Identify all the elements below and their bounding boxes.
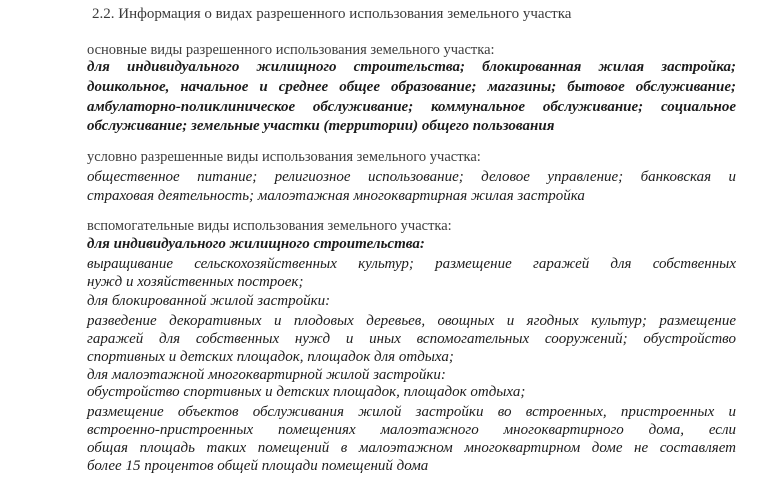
main-uses-line: обслуживание; земельные участки (территории) общего пользования: [87, 118, 555, 134]
auxiliary-uses-line: размещение объектов обслуживания жилой застройки во встроенных, пристроенных и: [87, 404, 736, 420]
auxiliary-subheading: для индивидуального жилищного строительства:: [87, 236, 425, 252]
conditional-uses-line: страховая деятельность; малоэтажная многоквартирная жилая застройка: [87, 188, 585, 204]
auxiliary-uses-line: более 15 процентов общей площади помещений дома: [87, 458, 429, 474]
auxiliary-uses-label: вспомогательные виды использования земельного участка:: [87, 218, 452, 234]
auxiliary-uses-line: обустройство спортивных и детских площадок, площадок отдыха;: [87, 384, 526, 400]
auxiliary-uses-line: разведение декоративных и плодовых деревьев, овощных и ягодных культур; размещение: [87, 313, 736, 329]
conditional-uses-line: общественное питание; религиозное использование; деловое управление; банковская и: [87, 169, 736, 185]
auxiliary-subheading: для малоэтажной многоквартирной жилой застройки:: [87, 367, 446, 383]
main-uses-line: для индивидуального жилищного строительства; блокированная жилая застройка;: [87, 59, 736, 75]
main-uses-line: дошкольное, начальное и среднее общее образование; магазины; бытовое обслуживание;: [87, 79, 736, 95]
auxiliary-uses-line: выращивание сельскохозяйственных культур; размещение гаражей для собственных: [87, 256, 736, 272]
conditional-uses-label: условно разрешенные виды использования земельного участка:: [87, 149, 481, 165]
auxiliary-uses-line: спортивных и детских площадок, площадок для отдыха;: [87, 349, 454, 365]
auxiliary-uses-line: нужд и хозяйственных построек;: [87, 274, 304, 290]
auxiliary-uses-line: общая площадь таких помещений в малоэтажном многоквартирном доме не составляет: [87, 440, 736, 456]
auxiliary-subheading: для блокированной жилой застройки:: [87, 293, 331, 309]
main-uses-label: основные виды разрешенного использования земельного участка:: [87, 42, 495, 58]
main-uses-line: амбулаторно-поликлиническое обслуживание; коммунальное обслуживание; социальное: [87, 99, 736, 115]
auxiliary-uses-line: гаражей для собственных нужд и иных вспомогательных сооружений; обустройство: [87, 331, 736, 347]
auxiliary-uses-line: встроенно-пристроенных помещениях малоэтажного многоквартирного дома, если: [87, 422, 736, 438]
section-heading: 2.2. Информация о видах разрешенного использования земельного участка: [92, 6, 572, 22]
